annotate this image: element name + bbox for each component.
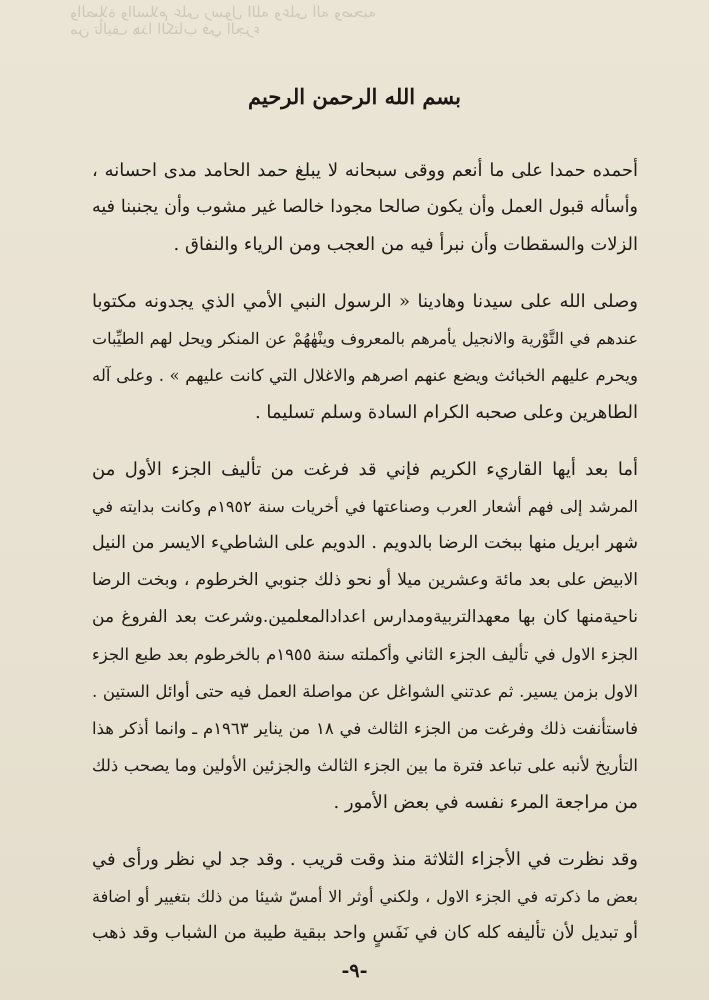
text-line: شهر ابريل منها ببخت الرضا بالدويم . الدويم على الشاطيء الايسر من النيل [92, 533, 638, 553]
text-line: وصلى الله على سيدنا وهادينا « الرسول النبي الأمي الذي يجدونه مكتوبا [92, 291, 638, 312]
text-line: أحمده حمدا على ما أنعم ووقى سبحانه لا يبلغ حمد الحامد مدى احسانه ، [92, 160, 638, 181]
text-line: وأسأله قبول العمل وأن يكون صالحا مجودا خالصا غير مشوب وأن يجنبنا فيه [92, 197, 638, 217]
text-line: بعض ما ذكرته في الجزء الاول ، ولكني أوثر الا أمسّ شيئا من ذلك بتغيير أو اضافة [92, 887, 638, 906]
paragraph-salawat [92, 283, 638, 431]
page-number: -٩- [341, 960, 368, 982]
text-line: الزلات والسقطات وأن نبرأ فيه من العجب ومن الرياء والنفاق . [173, 234, 638, 255]
text-line: من مراجعة المرء نفسه في بعض الأمور . [333, 792, 638, 813]
bleed-through-text [70, 4, 669, 38]
text-line: الطاهرين وعلى صحبه الكرام السادة وسلم تسليما . [254, 402, 638, 423]
basmala-heading: بسم الله الرحمن الرحيم [248, 84, 461, 109]
text-line: الابيض على بعد مائة وعشرين ميلا أو نحو ذلك جنوبي الخرطوم ، وبخت الرضا [92, 570, 638, 590]
text-line: التأريخ لأنبه على تباعد فترة ما بين الجزء الثالث والجزئين الأولين وما يصحب ذلك [92, 756, 638, 775]
text-line: ناحيةمنها كان بها معهدالتربيةومدارس اعدادالمعلمين.وشرعت بعد الفروغ من [92, 607, 638, 627]
paragraph-review [92, 841, 638, 952]
text-line: وقد نظرت في الأجزاء الثلاثة منذ وقت قريب . وقد جد لي نظر ورأى في [92, 849, 638, 870]
paragraph-praise [92, 152, 638, 263]
body-text [92, 152, 638, 972]
text-line: فاستأنفت ذلك وفرغت من الجزء الثالث في ١٨ من يناير ١٩٦٣م ـ وانما أذكر هذا [92, 719, 639, 738]
text-line: الجزء الاول في تأليف الجزء الثاني وأكملته سنة ١٩٥٥م بالخرطوم بعد طبع الجزء [92, 645, 638, 664]
text-line: الاول بزمن يسير. ثم عدتني الشواغل عن مواصلة العمل فيه حتى أوائل الستين . [92, 682, 638, 701]
text-line: أما بعد أيها القاريء الكريم فإني قد فرغت من تأليف الجزء الأول من [92, 459, 638, 480]
text-line: ويحرم عليهم الخبائث ويضع عنهم اصرهم والاغلال التي كانت عليهم » . وعلى آله [92, 366, 638, 385]
bleed-line: والصلاة والسلام على رسول الله وعلى آله وصحبه [70, 4, 377, 21]
text-line: عندهم في التَّوْرية والانجيل يأمرهم بالمعروف وينْهٰهُمْ عن المنكر ويحل لهم الطيِّبات [92, 329, 638, 348]
text-line: أو تبديل لأن تأليفه كله كان في نَفَسٍ واحد ببقية طيبة من الشباب وقد ذهب [92, 923, 638, 943]
bleed-line: من تأليف هذا الكتاب في الجزء [70, 20, 261, 38]
text-line: المرشد إلى فهم أشعار العرب وصناعتها في أخريات سنة ١٩٥٢م وكانت بدايته في [92, 497, 638, 516]
paragraph-history [92, 451, 638, 821]
